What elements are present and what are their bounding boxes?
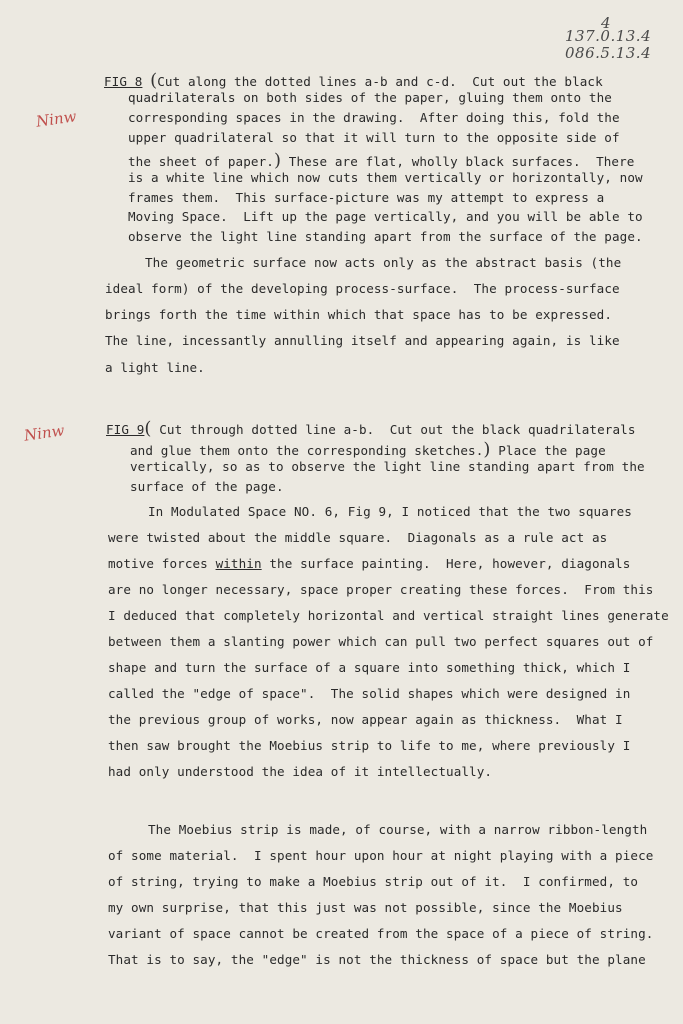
text-fragment: motive forces	[108, 556, 216, 571]
text-line: called the "edge of space". The solid shapes which were designed in	[108, 686, 631, 701]
para2-line-3	[108, 556, 630, 571]
text-line: upper quadrilateral so that it will turn to the opposite side of	[128, 130, 620, 145]
text-line: shape and turn the surface of a square into something thick, which I	[108, 660, 631, 675]
text-line: the previous group of works, now appear again as thickness. What I	[108, 712, 623, 727]
text-line: my own surprise, that this just was not possible, since the Moebius	[108, 900, 623, 915]
open-bracket: (	[150, 70, 158, 91]
fig8-label: FIG 8	[104, 74, 143, 89]
text-line: of some material. I spent hour upon hour at night playing with a piece	[108, 848, 654, 863]
text-line: Cut along the dotted lines a-b and c-d. Cut out the black	[157, 74, 603, 89]
fig8-line-5	[128, 150, 634, 171]
close-bracket: )	[483, 439, 491, 460]
margin-annotation: Ninw	[34, 107, 78, 131]
text-line: were twisted about the middle square. Diagonals as a rule act as	[108, 530, 608, 545]
text-line: Moving Space. Lift up the page vertically, and you will be able to	[128, 209, 643, 224]
text-fragment: the sheet of paper.	[128, 154, 274, 169]
text-line: then saw brought the Moebius strip to life to me, where previously I	[108, 738, 631, 753]
text-line: In Modulated Space NO. 6, Fig 9, I noticed that the two squares	[148, 504, 632, 519]
text-line: are no longer necessary, space proper creating these forces. From this	[108, 582, 654, 597]
underlined-word: within	[215, 556, 262, 571]
margin-annotation: Ninw	[22, 421, 66, 445]
text-line: quadrilaterals on both sides of the paper, gluing them onto the	[128, 90, 612, 105]
text-line: vertically, so as to observe the light line standing apart from the	[130, 459, 645, 474]
text-fragment: and glue them onto the corresponding sketches.	[130, 443, 484, 458]
close-bracket: )	[273, 150, 282, 171]
text-line: I deduced that completely horizontal and vertical straight lines generate	[108, 608, 669, 623]
page-number: 4	[601, 14, 611, 32]
text-fragment: These are flat, wholly black surfaces. There	[288, 154, 635, 169]
text-line: That is to say, the "edge" is not the thickness of space but the plane	[108, 952, 646, 967]
text-line: had only understood the idea of it intellectually.	[108, 764, 493, 779]
fig9-label: FIG 9	[106, 422, 145, 437]
text-line: is a white line which now cuts them vertically or horizontally, now	[128, 170, 643, 185]
text-line: frames them. This surface-picture was my attempt to express a	[128, 190, 605, 205]
text-line: brings forth the time within which that space has to be expressed.	[105, 307, 613, 322]
text-fragment: the surface painting. Here, however, diagonals	[261, 556, 631, 571]
archive-reference-1: 137.0.13.4	[565, 27, 652, 45]
text-line: The line, incessantly annulling itself and appearing again, is like	[105, 333, 620, 348]
text-line: surface of the page.	[130, 479, 284, 494]
text-line: The Moebius strip is made, of course, with a narrow ribbon-length	[148, 822, 648, 837]
text-line: ideal form) of the developing process-surface. The process-surface	[105, 281, 620, 296]
text-line: observe the light line standing apart from the surface of the page.	[128, 229, 643, 244]
fig9-first-line	[106, 418, 636, 439]
text-line: between them a slanting power which can pull two perfect squares out of	[108, 634, 654, 649]
archive-reference-2: 086.5.13.4	[565, 44, 652, 62]
text-line: a light line.	[105, 360, 205, 375]
fig8-first-line	[104, 70, 603, 91]
text-line: The geometric surface now acts only as the abstract basis (the	[145, 255, 622, 270]
text-line: of string, trying to make a Moebius strip out of it. I confirmed, to	[108, 874, 639, 889]
text-line: Cut through dotted line a-b. Cut out the black quadrilaterals	[159, 422, 636, 437]
fig9-line-2	[130, 439, 606, 460]
text-fragment: Place the page	[498, 443, 606, 458]
open-bracket: (	[144, 418, 152, 439]
text-line: corresponding spaces in the drawing. After doing this, fold the	[128, 110, 620, 125]
text-line: variant of space cannot be created from the space of a piece of string.	[108, 926, 654, 941]
